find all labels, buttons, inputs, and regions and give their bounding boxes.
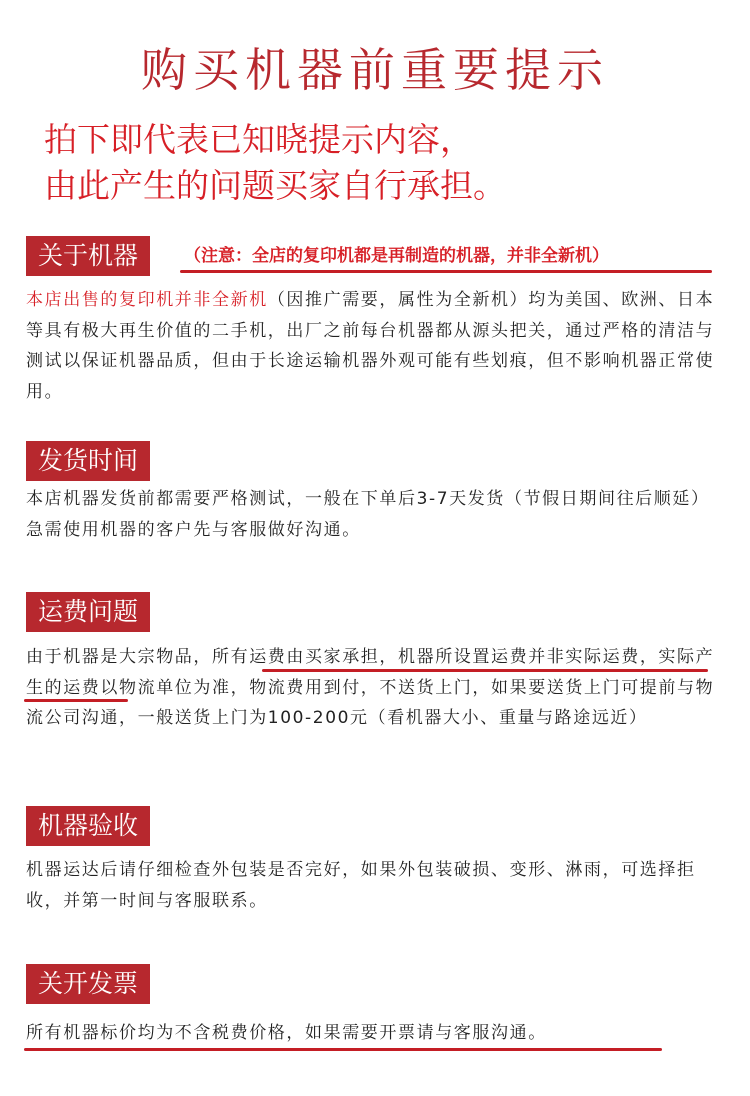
section-label-invoice: 关开发票 bbox=[26, 964, 150, 1004]
section-label-about: 关于机器 bbox=[26, 236, 150, 276]
invoice-underline bbox=[24, 1048, 662, 1051]
warning-line-1: 拍下即代表已知晓提示内容， bbox=[44, 120, 473, 159]
freight-paragraph bbox=[26, 642, 726, 734]
about-highlight: 本店出售的复印机并非全新机 bbox=[26, 290, 268, 310]
freight-underline-2 bbox=[24, 699, 128, 702]
shipping-time-paragraph: 本店机器发货前都需要严格测试，一般在下单后3-7天发货（节假日期间往后顺延）急需使用机器的客户先与客服做好沟通。 bbox=[26, 489, 710, 540]
section-label-shipping-time: 发货时间 bbox=[26, 441, 150, 481]
freight-text-c: ，实际产生的运费以物流单位为准，物流费用到付，不送货上门，如果要送货上门可提前与物流公司沟通，一般送货上门为100-200元（看机器大小、重量与路途远近） bbox=[26, 647, 715, 728]
section-label-inspection: 机器验收 bbox=[26, 806, 150, 846]
freight-underline-1 bbox=[262, 669, 708, 672]
about-paragraph bbox=[26, 285, 726, 407]
about-text: （因推广需要，属性为全新机）均为美国、欧洲、日本等具有极大再生价值的二手机，出厂之前每台机器都从源头把关，通过严格的清洁与测试以保证机器品质，但由于长途运输机器外观可能有些划痕，但不影响机器正常使用。 bbox=[26, 290, 715, 402]
section-label-freight: 运费问题 bbox=[26, 592, 150, 632]
notice-text: （注意：全店的复印机都是再制造的机器，并非全新机） bbox=[184, 246, 609, 266]
warning-line-2: 由此产生的问题买家自行承担。 bbox=[44, 166, 506, 205]
freight-highlight: 所有运费由买家承担，机器所设置运费并非实际运费 bbox=[212, 647, 640, 667]
invoice-paragraph: 所有机器标价均为不含税费价格，如果需要开票请与客服沟通。 bbox=[26, 1023, 547, 1043]
page-title: 购买机器前重要提示 bbox=[141, 43, 609, 97]
notice-underline bbox=[180, 270, 712, 273]
freight-text-a: 由于机器是大宗物品， bbox=[26, 647, 212, 667]
inspection-paragraph: 机器运达后请仔细检查外包装是否完好，如果外包装破损、变形、淋雨，可选择拒收，并第一时间与客服联系。 bbox=[26, 860, 696, 911]
